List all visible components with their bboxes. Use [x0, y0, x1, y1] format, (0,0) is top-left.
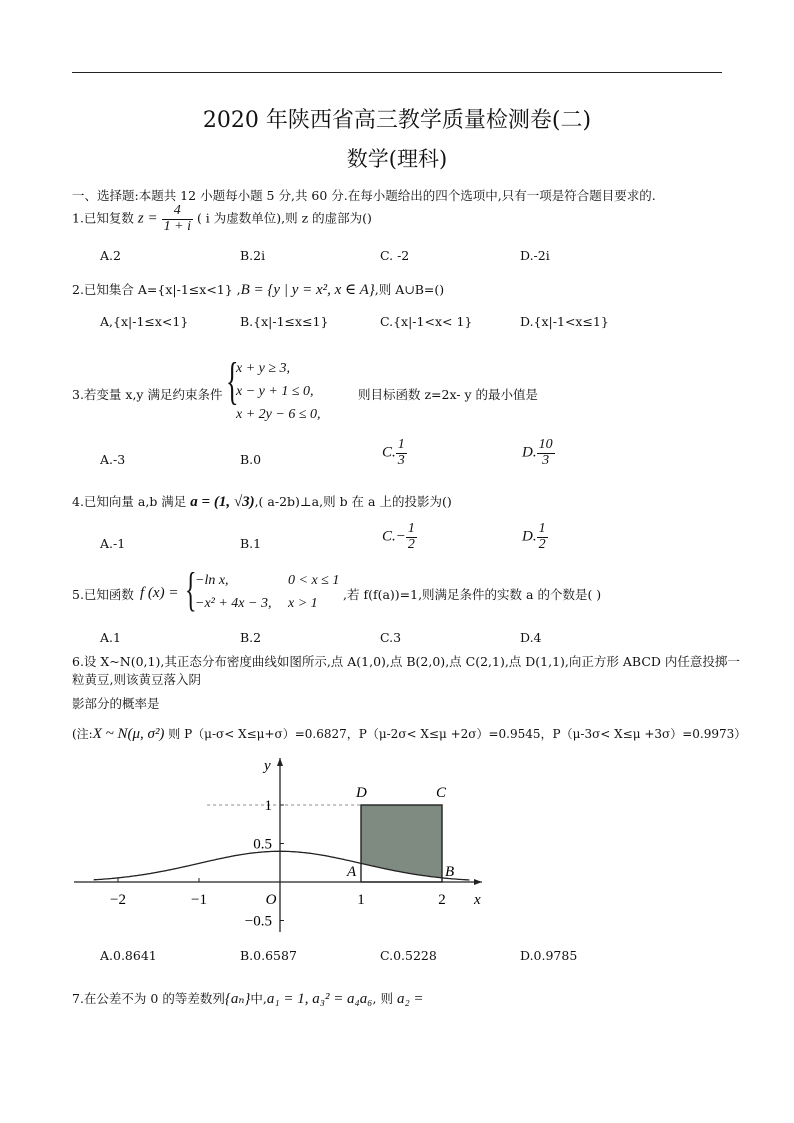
page-subtitle: 数学(理科): [346, 147, 448, 171]
q6-note: [72, 725, 746, 743]
question-1: [72, 204, 372, 234]
x-axis-arrow: [474, 879, 482, 885]
q2-option-c[interactable]: C.{x|-1<x< 1}: [380, 314, 473, 329]
q7-suffix: , 则: [372, 991, 393, 1006]
x-tick-label: O: [265, 892, 277, 908]
q6-note-rest: 则 P（μ-σ< X≤μ+σ）=0.6827，P（μ-2σ< X≤μ +2σ）=0.9545，P（μ-3σ< X≤μ +3σ）=0.9973）: [168, 727, 747, 741]
q3-option-a[interactable]: A.-3: [100, 452, 126, 467]
q4-vector: a = (1, √3): [190, 494, 255, 510]
normal-distribution-chart: [72, 752, 492, 938]
q3-suffix: 则目标函数 z=2x- y 的最小值是: [358, 387, 539, 402]
x-tick-label: −2: [110, 892, 126, 908]
q3-option-c[interactable]: [382, 438, 407, 468]
y-tick-label: 1: [264, 798, 272, 814]
q6-option-d[interactable]: D.0.9785: [520, 948, 578, 963]
q4-optd-num: 1: [538, 521, 546, 536]
q1-option-d[interactable]: D.-2i: [520, 248, 550, 263]
q3-optd-den: 3: [542, 452, 550, 468]
q4-option-c[interactable]: [382, 522, 417, 552]
q4-optc-num: 1: [407, 521, 415, 536]
q5-case1-cond: 0 < x ≤ 1: [288, 573, 340, 588]
q6-line-3: 影部分的概率是: [72, 696, 160, 711]
q1-den: 1 + i: [163, 218, 191, 234]
q3-optd-fraction: [537, 438, 555, 468]
q3-optc-fraction: [396, 438, 407, 468]
q6-option-a[interactable]: A.0.8641: [100, 948, 157, 963]
q1-option-a[interactable]: A.2: [100, 248, 121, 263]
q6-note-dist: X ~ N(μ, σ²): [92, 726, 165, 742]
q3-condition-2: x − y + 1 ≤ 0,: [236, 384, 314, 399]
x-tick-label: 2: [438, 892, 446, 908]
question-2: [72, 280, 444, 299]
q7-seq: {aₙ}: [224, 991, 251, 1007]
q6-option-c[interactable]: C.0.5228: [380, 948, 437, 963]
q1-num: 4: [162, 204, 193, 220]
q1-fraction: [162, 204, 193, 234]
y-axis-label: y: [264, 758, 271, 774]
q6-line-1: 6.设 X~N(0,1),其正态分布密度曲线如图所示,点 A(1,0),点 B(2,0),点 C(2,1),点 D(1,1),向正方形 ABCD 内任意投掷一: [72, 654, 740, 669]
q5-case2-expr: −x² + 4x − 3,: [195, 596, 272, 611]
point-label-c: C: [436, 785, 447, 801]
q3-option-b[interactable]: B.0: [240, 452, 262, 467]
q4-optc-fraction: [406, 522, 417, 552]
point-label-b: B: [445, 864, 455, 880]
q5-case1-expr: −ln x,: [195, 573, 229, 588]
q1-z: z =: [137, 210, 158, 227]
point-label-d: D: [356, 785, 367, 801]
q3-condition-3: x + 2y − 6 ≤ 0,: [236, 407, 321, 422]
q5-case2-cond: x > 1: [288, 596, 318, 611]
q3-condition-1: x + y ≥ 3,: [236, 361, 291, 376]
q7-ask: a₂ =: [396, 991, 424, 1007]
x-tick-label: 1: [357, 892, 365, 908]
y-tick-label: −0.5: [244, 913, 272, 930]
q1-prefix: 1.已知复数: [72, 210, 134, 226]
q2-option-a[interactable]: A,{x|-1≤x<1}: [100, 314, 189, 329]
q7-mid: 中,: [250, 991, 267, 1006]
q5-brace: {: [185, 563, 197, 616]
q1-option-c[interactable]: C. -2: [380, 248, 410, 263]
q4-optd-fraction: [537, 522, 548, 552]
q4-suffix: ,( a-2b)⊥a,则 b 在 a 上的投影为(): [254, 494, 452, 509]
page-title: 2020 年陕西省高三教学质量检测卷(二): [202, 108, 592, 133]
point-label-a: A: [347, 864, 357, 880]
q4-optd-label: D.: [522, 528, 537, 545]
q4-option-a[interactable]: A.-1: [100, 536, 126, 551]
q5-option-a[interactable]: A.1: [100, 630, 121, 645]
q4-optc-den: 2: [407, 536, 415, 552]
x-tick-label: −1: [191, 892, 207, 908]
q3-optc-num: 1: [397, 437, 405, 452]
q6-note-prefix: (注:: [72, 727, 93, 741]
section-heading: 一、选择题:本题共 12 小题每小题 5 分,共 60 分.在每小题给出的四个选项中,只有一项是符合题目要求的.: [72, 188, 656, 203]
q3-brace: {: [226, 353, 239, 410]
q1-suffix: ( i 为虚数单位),则 z 的虚部为(): [196, 210, 372, 226]
q7-prefix: 7.在公差不为 0 的等差数列: [72, 991, 225, 1006]
q2-option-d[interactable]: D.{x|-1<x≤1}: [520, 314, 609, 329]
q3-optc-den: 3: [397, 452, 405, 468]
q4-option-d[interactable]: [522, 522, 548, 552]
q5-option-d[interactable]: D.4: [520, 630, 542, 645]
q3-optc-label: C.: [382, 444, 396, 461]
q2-suffix: ,则 A∪B=(): [374, 282, 445, 297]
q3-prefix: 3.若变量 x,y 满足约束条件: [72, 387, 223, 402]
q5-option-b[interactable]: B.2: [240, 630, 262, 645]
shaded-region: [361, 805, 442, 878]
question-4: [72, 492, 452, 511]
q6-option-b[interactable]: B.0.6587: [240, 948, 297, 963]
q2-set: B = {y | y = x², x ∈ A}: [240, 282, 375, 298]
q5-prefix: 5.已知函数: [72, 587, 134, 602]
q7-cond: a₁ = 1, a₃² = a₄a₆: [266, 991, 373, 1007]
q2-prefix: 2.已知集合 A={x|-1≤x<1} ,: [72, 282, 241, 297]
q3-optd-num: 10: [538, 437, 553, 452]
q4-optc-label: C.−: [382, 528, 406, 545]
q4-prefix: 4.已知向量 a,b 满足: [72, 494, 187, 509]
q4-optd-den: 2: [538, 536, 546, 552]
q1-option-b[interactable]: B.2i: [240, 248, 266, 263]
q3-option-d[interactable]: [522, 438, 555, 468]
top-rule: [72, 72, 722, 73]
q5-suffix: ,若 f(f(a))=1,则满足条件的实数 a 的个数是( ): [343, 587, 602, 602]
q4-option-b[interactable]: B.1: [240, 536, 262, 551]
question-7: [72, 989, 424, 1008]
q2-option-b[interactable]: B.{x|-1≤x≤1}: [240, 314, 329, 329]
q6-line-2: 粒黄豆,则该黄豆落入阴: [72, 672, 201, 687]
q5-option-c[interactable]: C.3: [380, 630, 402, 645]
x-axis-label: x: [474, 892, 481, 908]
q3-optd-label: D.: [522, 444, 537, 461]
q5-fx: f (x) =: [140, 585, 179, 601]
y-tick-label: 0.5: [253, 836, 272, 853]
y-axis-arrow: [277, 758, 283, 766]
